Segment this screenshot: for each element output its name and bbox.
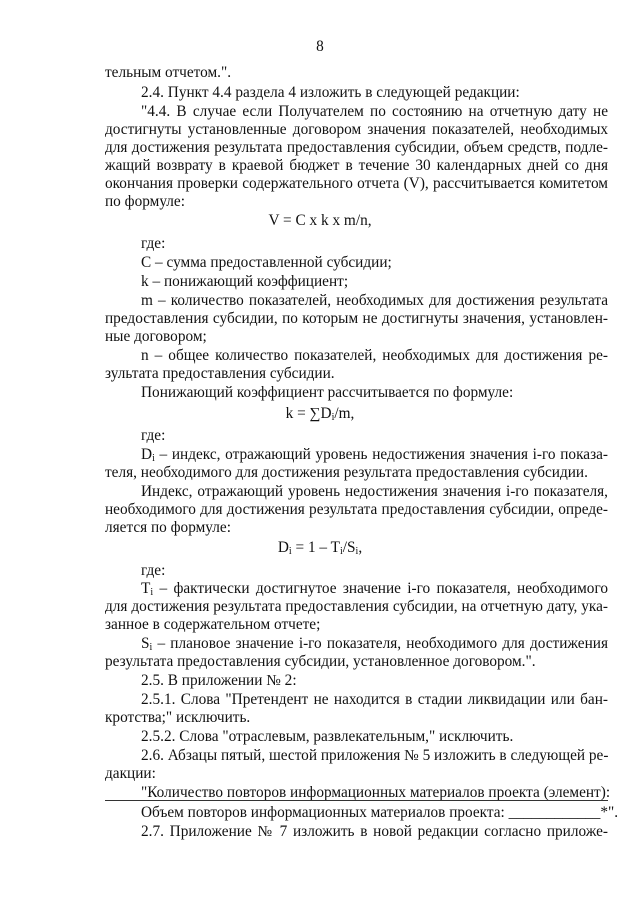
text-line: C – сумма предоставленной субсидии; [141, 254, 392, 271]
text-line: результата предоставления субсидии, установленное договором.". [105, 653, 536, 670]
blank-line-rule [105, 800, 608, 801]
formula-d: $D_i = 1 - T_i/S_i$, [277, 539, 363, 557]
text-line: для достижения результата предоставления субсидии, на отчетную дату, ука- [105, 598, 608, 615]
formula-v: V = C x k x m/n, [268, 212, 372, 229]
text-line: ляется по формуле: [105, 519, 231, 536]
text-line: где: [141, 427, 166, 444]
text-line: дакции: [105, 765, 156, 782]
text-line: достигнуты установленные договором значения показателей, необходимых [105, 121, 608, 138]
text-line: "4.4. В случае если Получателем по состоянию на отчетную дату не [141, 103, 608, 120]
text-line: k – понижающий коэффициент; [141, 273, 349, 290]
text-line: где: [141, 235, 166, 252]
text-line: $T_i$ – фактически достигнутое значение i-го показателя, необходимого [141, 580, 608, 598]
text-line: по формуле: [105, 193, 185, 210]
text-line: необходимого для достижения результата предоставления субсидии, опреде- [105, 501, 608, 518]
text-line: окончания проверки содержательного отчета (V), рассчитывается комитетом [105, 175, 608, 192]
text-line: кротства;" исключить. [105, 709, 251, 726]
formula-k: $k = \sum D_i/m$, [285, 405, 355, 423]
text-line: 2.6. Абзацы пятый, шестой приложения № 5 изложить в следующей ре- [141, 747, 609, 764]
text-line: 2.5. В приложении № 2: [141, 672, 297, 689]
text-line: n – общее количество показателей, необходимых для достижения ре- [141, 347, 608, 364]
text-line: m – количество показателей, необходимых для достижения результата [141, 292, 608, 309]
text-line: занное в содержательном отчете; [105, 616, 321, 633]
text-line: зультата предоставления субсидии. [105, 365, 335, 382]
text-line: Объем повторов информационных материалов проекта: ____________*". [141, 804, 619, 821]
text-line: ные договором; [105, 328, 207, 345]
text-line: Индекс, отражающий уровень недостижения значения i-го показателя, [141, 483, 608, 500]
text-line: тельным отчетом.". [105, 64, 232, 81]
text-line: жащий возврату в краевой бюджет в течение 30 календарных дней со дня [105, 157, 608, 174]
text-line: где: [141, 562, 166, 579]
text-line: "Количество повторов информационных материалов проекта (элемент): [141, 784, 611, 801]
text-line: 2.5.1. Слова "Претендент не находится в стадии ликвидации или бан- [141, 691, 608, 708]
text-line: предоставления субсидии, по которым не достигнуты значения, установлен- [105, 310, 608, 327]
text-line: 2.5.2. Слова "отраслевым, развлекательным," исключить. [141, 728, 514, 745]
text-line: 2.7. Приложение № 7 изложить в новой редакции согласно приложе- [141, 823, 608, 840]
text-line: теля, необходимого для достижения результата предоставления субсидии. [105, 464, 588, 481]
text-line: 2.4. Пункт 4.4 раздела 4 изложить в следующей редакции: [141, 84, 520, 101]
text-line: для достижения результата предоставления субсидии, объем средств, подле- [105, 139, 608, 156]
text-line: $S_i$ – плановое значение i-го показателя, необходимого для достижения [141, 635, 608, 653]
page-number: 8 [316, 38, 324, 55]
text-line: $D_i$ – индекс, отражающий уровень недостижения значения i-го показа- [141, 446, 608, 464]
text-line: Понижающий коэффициент рассчитывается по формуле: [141, 384, 514, 401]
